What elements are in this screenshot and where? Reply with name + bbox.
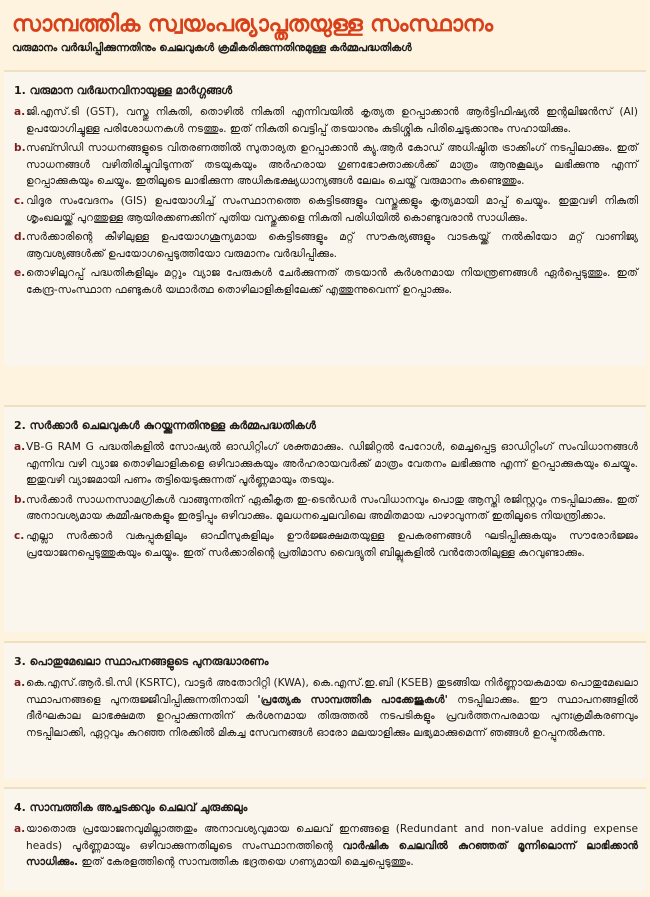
- list-item: [14, 265, 638, 298]
- section-heading: 1. വരുമാന വർദ്ധനവിനായുള്ള മാർഗ്ഗങ്ങൾ: [14, 84, 233, 97]
- page-header: [0, 0, 650, 55]
- item-text: സബ്സിഡി സാധനങ്ങളുടെ വിതരണത്തിൽ സുതാര്യത ഉറപ്പാക്കാൻ ക്യു.ആർ കോഡ് അധിഷ്ഠിത ട്രാക്കിംഗ് നടപ്പിലാക്കും. ഇത് സാധനങ്ങൾ വഴിതിരിച്ചുവിടുന്നത് തടയുകയും അർഹരായ ഗുണഭോക്താക്കൾക്ക് മാത്രം ആനുകൂല്യം ലഭിക്കുന്നു എന്ന് ഉറപ്പാക്കുകയും ചെയ്യും. ഇതിലൂടെ ലാഭിക്കുന്ന അധികഭക്ഷ്യധാന്യങ്ങൾ ലേലം ചെയ്ത് വരുമാനം കണ്ടെത്തും.: [26, 142, 638, 188]
- item-text-bold: വാർഷിക ചെലവിൽ കുറഞ്ഞത് മൂന്നിലൊന്ന് ലാഭിക്കാൻ സാധിക്കും.: [26, 839, 638, 869]
- list-item: [14, 528, 638, 561]
- section-revenue: [4, 70, 646, 366]
- list-item: [14, 821, 638, 871]
- item-text: എല്ലാ സർക്കാർ വകുപ്പുകളിലും ഓഫീസുകളിലും ഊർജ്ജക്ഷമതയുള്ള ഉപകരണങ്ങൾ ഘടിപ്പിക്കുകയും സൗരോർജ്ജം പ്രയോജനപ്പെടുത്തുകയും ചെയ്യും. ഇത് സർക്കാരിന്റെ പ്രതിമാസ വൈദ്യുതി ബില്ലുകളിൽ വൻതോതിലുള്ള കുറവുണ്ടാക്കും.: [26, 529, 638, 559]
- item-letter: b.: [14, 142, 26, 155]
- item-text: ജി.എസ്.ടി (GST), വസ്തു നികുതി, തൊഴിൽ നികുതി എന്നിവയിൽ കൃത്യത ഉറപ്പാക്കാൻ ആർട്ടിഫിഷ്യൽ ഇന്റലിജൻസ് (AI) ഉപയോഗിച്ചുള്ള പരിശോധനകൾ നടത്തും. ഇത് നികുതി വെട്ടിപ്പ് തടയാനും കുടിശ്ശിക പിരിച്ചെടുക്കാനും സഹായിക്കും.: [26, 106, 638, 135]
- list-item: [14, 439, 638, 489]
- item-text: VB-G RAM G പദ്ധതികളിൽ സോഷ്യൽ ഓഡിറ്റിംഗ് ശക്തമാക്കും. ഡിജിറ്റൽ പേറോൾ, മെച്ചപ്പെട്ട ഓഡിറ്റിംഗ് സംവിധാനങ്ങൾ എന്നിവ വഴി വ്യാജ തൊഴിലാളികളെ ഒഴിവാക്കുകയും അർഹരായവർക്ക് മാത്രം വേതനം ലഭിക്കുന്നു എന്ന് ഉറപ്പാക്കുകയും ചെയ്യും. ഇതുവഴി വ്യാജമായി പണം തട്ടിയെടുക്കുന്നത് പൂർണ്ണമായും തടയും.: [26, 441, 638, 487]
- item-text-bold: 'പ്രത്യേക സാമ്പത്തിക പാക്കേജുകൾ': [257, 693, 448, 706]
- item-text-pre: യാതൊരു പ്രയോജനവുമില്ലാത്തതും അനാവശ്യവുമായ ചെലവ് ഇനങ്ങളെ (Redundant and non-value adding expense heads) പൂർണ്ണമായും ഒഴിവാക്കുന്നതിലൂടെ സംസ്ഥാനത്തിന്റെ: [26, 823, 638, 852]
- item-letter: a.: [14, 823, 26, 835]
- section-heading: 3. പൊതുമേഖലാ സ്ഥാപനങ്ങളുടെ പുനരുദ്ധാരണം: [14, 655, 269, 668]
- item-letter: c.: [14, 529, 25, 542]
- item-letter: a.: [14, 677, 26, 689]
- item-letter: d.: [14, 231, 26, 244]
- list-item: [14, 675, 638, 741]
- item-text: സർക്കാർ സാധനസാമഗ്രികൾ വാങ്ങുന്നതിന് ഏകീകൃത ഇ-ടെൻഡർ സംവിധാനവും പൊതു ആസ്തി രജിസ്റ്ററും നടപ്പിലാക്കും. ഇത് അനാവശ്യമായ കമ്മീഷനുകളും ഇരട്ടിപ്പും ഒഴിവാക്കും. മൂലധനച്ചെലവിലെ അമിതമായ പാഴാവുന്നത് ഇതിലൂടെ നിയന്ത്രിക്കാം.: [26, 493, 638, 523]
- list-item: [14, 193, 638, 226]
- list-item: [14, 492, 638, 525]
- list-item: [14, 140, 638, 190]
- item-text-post: നടപ്പിലാക്കും. ഈ സ്ഥാപനങ്ങളിൽ ദീർഘകാല ലാഭക്ഷമത ഉറപ്പാക്കുന്നതിന് കർശനമായ തിരുത്തൽ നടപടികളും പ്രവർത്തനപരമായ പുനഃക്രമീകരണവും നടപ്പിലാക്കി, ഏറ്റവും കുറഞ്ഞ നിരക്കിൽ മികച്ച സേവനങ്ങൾ ഓരോ മലയാളിക്കും ലഭ്യമാക്കുമെന്ന് ഞങ്ങൾ ഉറപ്പുനൽകുന്നു.: [26, 693, 639, 739]
- list-item: [14, 104, 638, 137]
- item-text: [26, 675, 638, 741]
- item-letter: a.: [14, 106, 26, 118]
- item-text-pre: കെ.എസ്.ആർ.ടി.സി (KSRTC), വാട്ടർ അതോറിറ്റി (KWA), കെ.എസ്.ഇ.ബി (KSEB) തുടങ്ങിയ നിർണ്ണായകമായ പൊതുമേഖലാ സ്ഥാപനങ്ങളെ പുനരുജ്ജീവിപ്പിക്കുന്നതിനായി: [26, 677, 638, 706]
- item-text: സർക്കാരിന്റെ കീഴിലുള്ള ഉപയോഗശൂന്യമായ കെട്ടിടങ്ങളും മറ്റ് സൗകര്യങ്ങളും വാടകയ്ക്ക് നൽകിയോ മറ്റ് വാണിജ്യ ആവശ്യങ്ങൾക്ക് ഉപയോഗപ്പെടുത്തിയോ വരുമാനം വർദ്ധിപ്പിക്കും.: [26, 231, 638, 260]
- page-subtitle: വരുമാനം വർദ്ധിപ്പിക്കുന്നതിനും ചെലവുകൾ ക്രമീകരിക്കുന്നതിനുമുള്ള കർമ്മപദ്ധതികൾ: [12, 42, 412, 54]
- section-heading: 2. സർക്കാർ ചെലവുകൾ കുറയ്ക്കുന്നതിനുള്ള കർമ്മപദ്ധതികൾ: [14, 419, 316, 432]
- item-letter: a.: [14, 441, 26, 453]
- item-text: തൊഴിലുറപ്പ് പദ്ധതികളിലും മറ്റും വ്യാജ പേരുകൾ ചേർക്കുന്നത് തടയാൻ കർശനമായ നിയന്ത്രണങ്ങൾ ഏർപ്പെടുത്തും. ഇത് കേന്ദ്ര-സംസ്ഥാന ഫണ്ടുകൾ യഥാർത്ഥ തൊഴിലാളികളിലേക്ക് എത്തുന്നുവെന്ന് ഉറപ്പാക്കും.: [26, 267, 638, 296]
- section-fiscal-discipline: [4, 787, 646, 891]
- item-text: വിദൂര സംവേദനം (GIS) ഉപയോഗിച്ച് സംസ്ഥാനത്തെ കെട്ടിടങ്ങളും വസ്തുക്കളും കൃത്യമായി മാപ്പ് ചെയ്യും. ഇതുവഴി നികുതി ശൃംഖലയ്ക്ക് പുറത്തുള്ള ആയിരക്കണക്കിന് പുതിയ വസ്തുക്കളെ നികുതി പരിധിയിൽ കൊണ്ടുവരാൻ സാധിക്കും.: [26, 194, 638, 224]
- section-heading: 4. സാമ്പത്തിക അച്ചടക്കവും ചെലവ് ചുരുക്കലും: [14, 801, 248, 814]
- list-item: [14, 229, 638, 262]
- item-text: [26, 821, 638, 871]
- item-letter: c.: [14, 194, 25, 207]
- item-letter: b.: [14, 493, 26, 506]
- item-letter: e.: [14, 267, 26, 280]
- section-psu-revival: [4, 641, 646, 779]
- item-text-post: ഇത് കേരളത്തിന്റെ സാമ്പത്തിക ഭദ്രതയെ ഗണ്യമായി മെച്ചപ്പെടുത്തും.: [78, 856, 414, 869]
- page-title: സാമ്പത്തിക സ്വയംപര്യാപ്തതയുള്ള സംസ്ഥാനം: [12, 11, 493, 37]
- section-expenditure: [4, 405, 646, 632]
